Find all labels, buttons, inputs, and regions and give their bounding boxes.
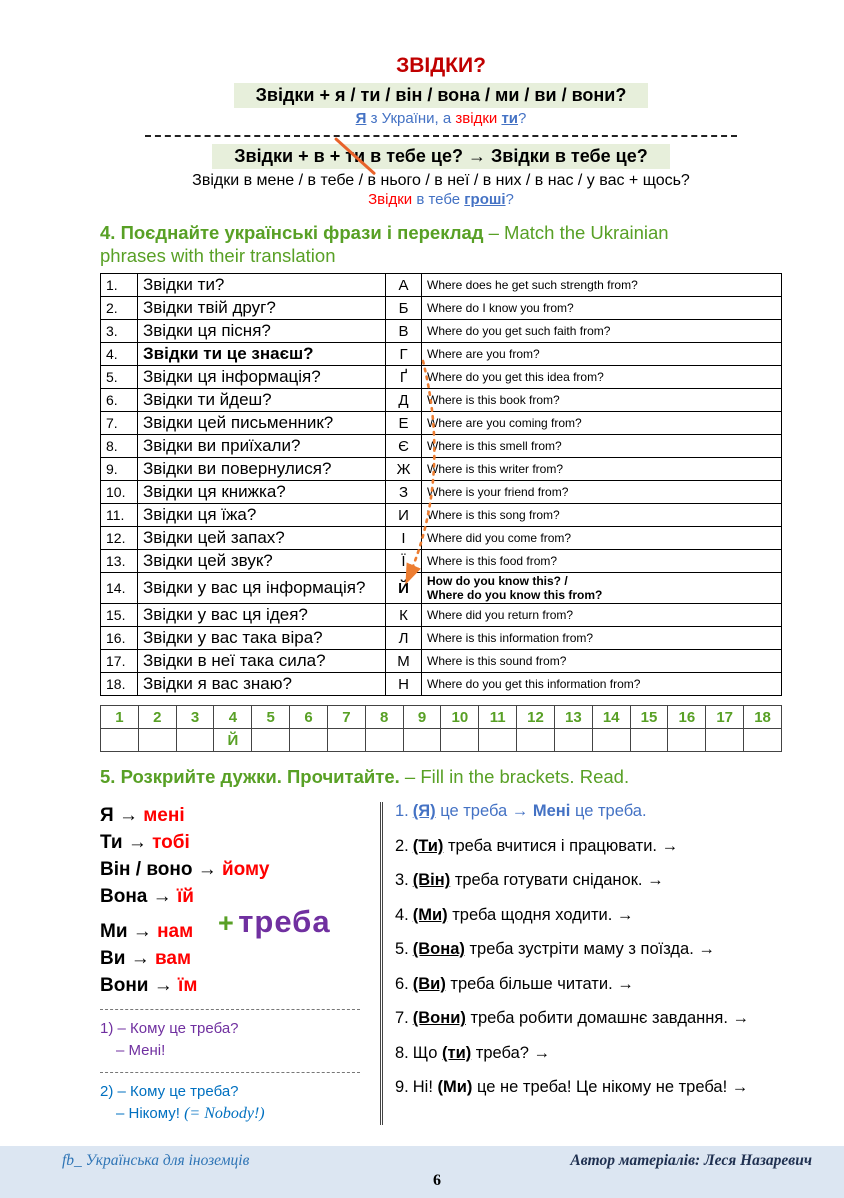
letter-cell: Г	[386, 343, 422, 366]
rule2-part1: Звідки + в +	[234, 146, 341, 166]
letter-cell: Й	[386, 573, 422, 604]
example1-qmark: ?	[518, 110, 527, 127]
pronoun-from: Ти	[100, 832, 123, 854]
english-translation: Where do you get this information from?	[422, 673, 782, 696]
table-row	[101, 412, 782, 435]
row-number: 8.	[101, 435, 138, 458]
exercise-sentence: 6. (Ви) треба більше читати. →	[395, 974, 634, 993]
arrow-glyph: →	[118, 805, 138, 827]
row-number: 1.	[101, 274, 138, 297]
ukrainian-phrase: Звідки у вас така віра?	[138, 627, 386, 650]
letter-cell: Н	[386, 673, 422, 696]
table-row	[101, 320, 782, 343]
pronoun-from: Ми	[100, 921, 128, 943]
rule-box-2-wrap	[100, 139, 782, 169]
english-translation: Where is this song from?	[422, 504, 782, 527]
exercise-sentence: 7. (Вони) треба робити домашнє завдання. →	[395, 1009, 750, 1028]
grid-header: 6	[290, 706, 328, 729]
grid-answer-cell[interactable]	[441, 729, 479, 752]
answer-grid-header-row	[101, 706, 782, 729]
footer-facebook-credit: fb_ Українська для іноземців	[62, 1152, 250, 1169]
pronoun-to: тобі	[152, 832, 190, 854]
row-number: 4.	[101, 343, 138, 366]
exercise-sentence: 8. Що (ти) треба? →	[395, 1043, 551, 1062]
match-table-wrap	[100, 273, 782, 696]
ukrainian-phrase: Звідки ця інформація?	[138, 366, 386, 389]
ukrainian-phrase: Звідки у вас ця інформація?	[138, 573, 386, 604]
english-translation: Where is this sound from?	[422, 650, 782, 673]
page-title: ЗВІДКИ?	[396, 54, 486, 77]
english-translation: Where is your friend from?	[422, 481, 782, 504]
letter-cell: Д	[386, 389, 422, 412]
english-translation: Where did you return from?	[422, 604, 782, 627]
treba-word: треба	[238, 904, 331, 940]
exercise-sentence: 3. (Він) треба готувати сніданок. →	[395, 871, 664, 890]
row-number: 12.	[101, 527, 138, 550]
note1-question: 1) – Кому це треба?	[100, 1020, 239, 1038]
section5-heading	[100, 765, 680, 788]
ukrainian-phrase: Звідки ви повернулися?	[138, 458, 386, 481]
note2-question: 2) – Кому це треба?	[100, 1083, 239, 1101]
row-number: 10.	[101, 481, 138, 504]
section5-body	[100, 802, 782, 1125]
exercise-sentences	[380, 802, 782, 1125]
ukrainian-phrase: Звідки ви приїхали?	[138, 435, 386, 458]
ukrainian-phrase: Звідки я вас знаю?	[138, 673, 386, 696]
row-number: 13.	[101, 550, 138, 573]
pronoun-to: мені	[143, 805, 185, 827]
letter-cell: М	[386, 650, 422, 673]
example2-groshi: гроші	[464, 191, 506, 208]
table-row	[101, 389, 782, 412]
grid-answer-cell[interactable]	[365, 729, 403, 752]
example1-middle: з України, а	[370, 110, 452, 127]
letter-cell: И	[386, 504, 422, 527]
grid-answer-cell[interactable]	[744, 729, 782, 752]
left-dashed-divider	[100, 1009, 360, 1010]
row-number: 11.	[101, 504, 138, 527]
english-translation: Where is this book from?	[422, 389, 782, 412]
letter-cell: Є	[386, 435, 422, 458]
grid-answer-cell[interactable]	[592, 729, 630, 752]
table-row	[101, 550, 782, 573]
grid-header: 1	[101, 706, 139, 729]
table-row	[101, 573, 782, 604]
row-number: 7.	[101, 412, 138, 435]
letter-cell: І	[386, 527, 422, 550]
grid-header: 18	[744, 706, 782, 729]
rule2-part2: в тебе це? → Звідки в тебе це?	[370, 146, 648, 166]
example1-zvidky: звідки	[455, 110, 498, 127]
example2-zvidky: Звідки	[368, 191, 413, 208]
exercise-sentence: 5. (Вона) треба зустріти маму з поїзда. →	[395, 940, 715, 959]
example-sentence-1	[100, 110, 782, 127]
english-translation	[422, 573, 782, 604]
arrow-glyph: →	[197, 859, 217, 881]
table-row	[101, 481, 782, 504]
example1-ty: ти	[501, 110, 519, 127]
grid-header: 2	[138, 706, 176, 729]
grid-header: 11	[479, 706, 517, 729]
pronoun-to: нам	[157, 921, 194, 943]
footer-author-credit: Автор матеріалів: Леся Назаревич	[570, 1152, 812, 1169]
answer-grid-answer-row	[101, 729, 782, 752]
english-translation: Where do you get such faith from?	[422, 320, 782, 343]
pronoun-to: йому	[222, 859, 270, 881]
note2-aside: (= Nobody!)	[184, 1105, 265, 1123]
section4-heading-bold: 4. Поєднайте українські фрази і переклад	[100, 222, 484, 243]
ukrainian-phrase: Звідки цей звук?	[138, 550, 386, 573]
answer-grid	[100, 705, 782, 752]
row-number: 5.	[101, 366, 138, 389]
pronoun-line	[100, 829, 372, 856]
grid-answer-cell[interactable]	[517, 729, 555, 752]
pronoun-line	[100, 856, 372, 883]
pronoun-from: Ви	[100, 948, 126, 970]
row-number: 18.	[101, 673, 138, 696]
ukrainian-phrase: Звідки ця книжка?	[138, 481, 386, 504]
grid-header: 3	[176, 706, 214, 729]
note-1	[100, 1018, 372, 1062]
grid-header: 17	[706, 706, 744, 729]
english-translation: Where is this smell from?	[422, 435, 782, 458]
rule-box-1-wrap	[100, 78, 782, 108]
letter-cell: К	[386, 604, 422, 627]
row-number: 6.	[101, 389, 138, 412]
grid-header: 7	[327, 706, 365, 729]
grid-header: 5	[252, 706, 290, 729]
note1-answer: – Мені!	[116, 1042, 166, 1060]
letter-cell: В	[386, 320, 422, 343]
example-sentence-2	[100, 191, 782, 208]
pronoun-to: їй	[176, 886, 194, 908]
arrow-glyph: →	[127, 832, 147, 854]
ukrainian-phrase: Звідки ти?	[138, 274, 386, 297]
grid-header: 8	[365, 706, 403, 729]
letter-cell: Е	[386, 412, 422, 435]
grid-answer-cell[interactable]	[252, 729, 290, 752]
grid-answer-cell[interactable]	[290, 729, 328, 752]
left-dashed-divider	[100, 1072, 360, 1073]
footer-row	[62, 1152, 812, 1170]
table-row	[101, 435, 782, 458]
table-row	[101, 297, 782, 320]
grid-answer-cell[interactable]	[327, 729, 365, 752]
table-row	[101, 650, 782, 673]
grid-header: 14	[592, 706, 630, 729]
english-line-2: Where do you know this from?	[427, 588, 603, 603]
page-number: 6	[433, 1172, 441, 1189]
ukrainian-phrase: Звідки у вас ця ідея?	[138, 604, 386, 627]
arrow-glyph: →	[153, 975, 173, 997]
english-line-1: How do you know this? /	[427, 574, 568, 589]
table-row	[101, 458, 782, 481]
english-translation: Where are you from?	[422, 343, 782, 366]
section4-heading-rest: – Match the Ukrainian phrases with their translation	[100, 222, 669, 267]
table-row	[101, 527, 782, 550]
page-footer	[0, 1146, 844, 1198]
ukrainian-phrase: Звідки ця пісня?	[138, 320, 386, 343]
ukrainian-phrase: Звідки цей письменник?	[138, 412, 386, 435]
ukrainian-phrase: Звідки твій друг?	[138, 297, 386, 320]
row-number: 14.	[101, 573, 138, 604]
pronoun-to: їм	[178, 975, 198, 997]
grid-answer-cell[interactable]	[138, 729, 176, 752]
example1-subject: Я	[355, 110, 367, 127]
table-row	[101, 604, 782, 627]
table-row	[101, 343, 782, 366]
grid-answer-cell[interactable]	[706, 729, 744, 752]
grid-answer-cell[interactable]	[403, 729, 441, 752]
pronoun-line	[100, 972, 372, 999]
grid-header: 10	[441, 706, 479, 729]
ukrainian-phrase: Звідки ти йдеш?	[138, 389, 386, 412]
forms-line: Звідки в мене / в тебе / в нього / в неї / в них / в нас / у вас + щось?	[192, 172, 690, 189]
table-row	[101, 274, 782, 297]
row-number: 17.	[101, 650, 138, 673]
letter-cell: Ж	[386, 458, 422, 481]
ukrainian-phrase: Звідки ти це знаєш?	[138, 343, 386, 366]
letter-cell: Ї	[386, 550, 422, 573]
dashed-divider	[145, 135, 737, 137]
letter-cell: Ґ	[386, 366, 422, 389]
pronoun-to: вам	[154, 948, 192, 970]
match-table	[100, 273, 782, 696]
grid-header: 12	[517, 706, 555, 729]
letter-cell: Б	[386, 297, 422, 320]
row-number: 2.	[101, 297, 138, 320]
table-row	[101, 673, 782, 696]
exercise-sentence: 1. (Я) це треба → Мені це треба.	[395, 802, 647, 821]
exercise-sentence: 2. (Ти) треба вчитися і працювати. →	[395, 836, 679, 855]
section5-heading-bold: 5. Розкрийте дужки. Прочитайте.	[100, 766, 400, 788]
english-translation: Where did you come from?	[422, 527, 782, 550]
pronoun-line	[100, 802, 372, 829]
plus-sign: +	[218, 908, 234, 939]
grid-header: 16	[668, 706, 706, 729]
grid-header: 4	[214, 706, 252, 729]
pronoun-from: Вони	[100, 975, 149, 997]
example2-qmark: ?	[505, 191, 514, 208]
pronoun-from: Я	[100, 805, 114, 827]
arrow-glyph: →	[132, 921, 152, 943]
english-translation: Where is this food from?	[422, 550, 782, 573]
grid-header: 9	[403, 706, 441, 729]
grid-header: 15	[630, 706, 668, 729]
row-number: 16.	[101, 627, 138, 650]
english-translation: Where is this writer from?	[422, 458, 782, 481]
letter-cell: А	[386, 274, 422, 297]
rule2-struck-word: ти	[345, 146, 366, 166]
section4-heading	[100, 221, 680, 267]
english-translation: Where do I know you from?	[422, 297, 782, 320]
grid-answer-cell[interactable]	[668, 729, 706, 752]
grid-answer-cell[interactable]	[554, 729, 592, 752]
ukrainian-phrase: Звідки в неї така сила?	[138, 650, 386, 673]
note-2	[100, 1081, 372, 1125]
letter-cell: Л	[386, 627, 422, 650]
rule-box-2	[212, 144, 669, 169]
table-row	[101, 366, 782, 389]
grid-answer-cell[interactable]: Й	[214, 729, 252, 752]
table-row	[101, 504, 782, 527]
exercise-sentence: 9. Ні! (Ми) це не треба! Це нікому не треба! →	[395, 1078, 749, 1097]
plus-treba-label	[218, 904, 331, 940]
rule-box-1: Звідки + я / ти / він / вона / ми / ви / вони?	[234, 83, 649, 108]
ukrainian-phrase: Звідки цей запах?	[138, 527, 386, 550]
exercise-sentence: 4. (Ми) треба щодня ходити. →	[395, 905, 634, 924]
english-translation: Where is this information from?	[422, 627, 782, 650]
pronoun-panel	[100, 802, 372, 1125]
table-row	[101, 627, 782, 650]
grid-answer-cell[interactable]	[101, 729, 139, 752]
arrow-glyph: →	[152, 886, 172, 908]
ukrainian-phrase: Звідки ця їжа?	[138, 504, 386, 527]
grid-answer-cell[interactable]	[630, 729, 668, 752]
grid-header: 13	[554, 706, 592, 729]
english-translation: Where do you get this idea from?	[422, 366, 782, 389]
pronoun-from: Вона	[100, 886, 148, 908]
arrow-glyph: →	[130, 948, 150, 970]
english-translation: Where does he get such strength from?	[422, 274, 782, 297]
row-number: 3.	[101, 320, 138, 343]
row-number: 9.	[101, 458, 138, 481]
example2-middle: в тебе	[416, 191, 461, 208]
row-number: 15.	[101, 604, 138, 627]
english-translation: Where are you coming from?	[422, 412, 782, 435]
note2-answer: – Нікому! (= Nobody!)	[116, 1105, 265, 1123]
section5-heading-rest: – Fill in the brackets. Read.	[404, 766, 630, 788]
letter-cell: З	[386, 481, 422, 504]
pronoun-line	[100, 945, 372, 972]
grid-answer-cell[interactable]	[479, 729, 517, 752]
grid-answer-cell[interactable]	[176, 729, 214, 752]
pronoun-from: Він / воно	[100, 859, 193, 881]
